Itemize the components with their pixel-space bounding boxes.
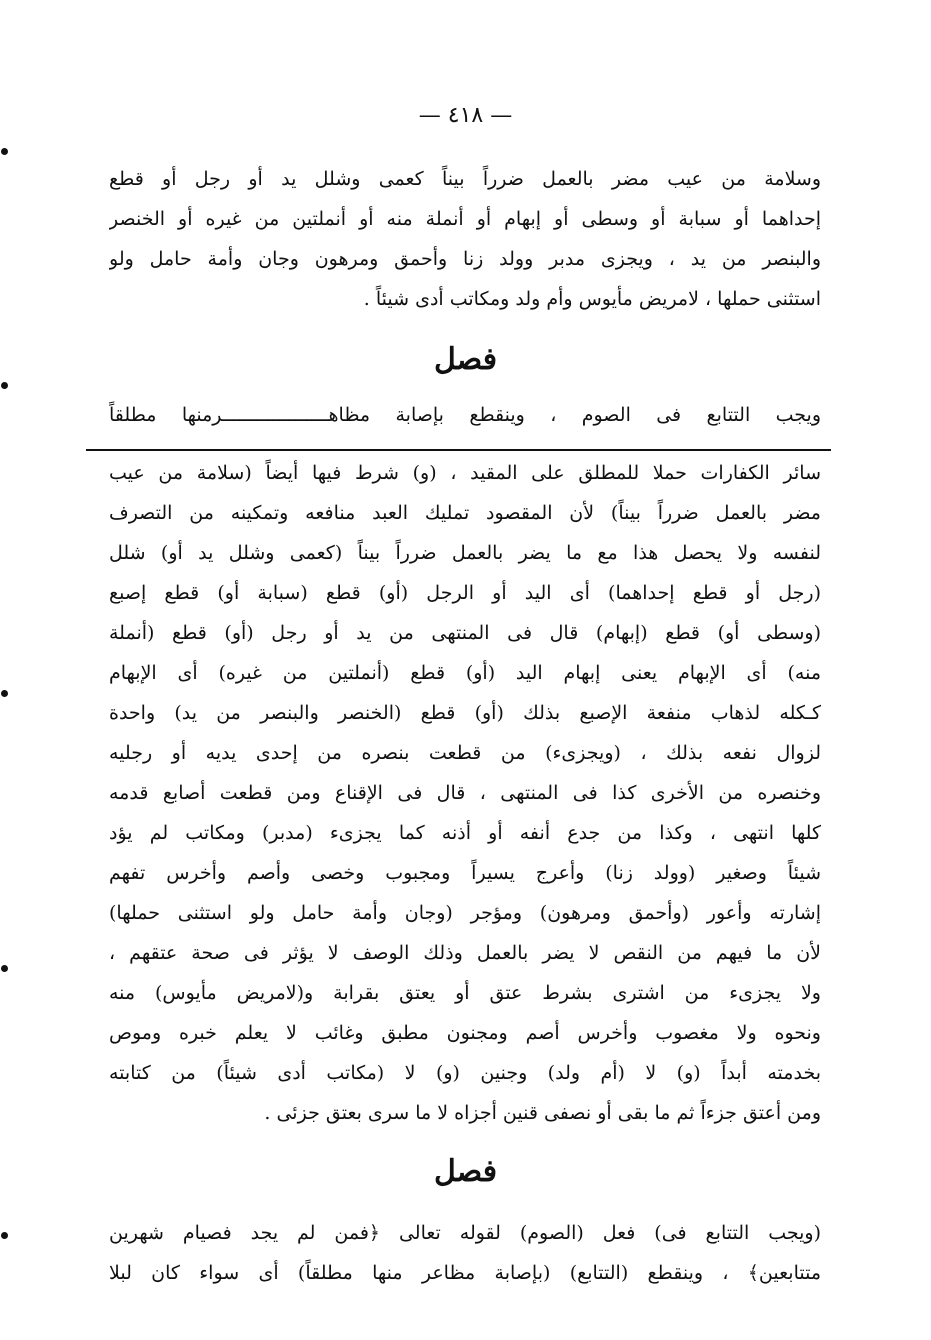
- divider-rule: [86, 449, 831, 451]
- section-heading-fasl: فصل: [433, 342, 498, 377]
- matn-line: استثنى حملها ، لامريض مأيوس وأم ولد ومكاتب أدى شيئاً .: [363, 288, 821, 310]
- matn-line: والبنصر من يد ، ويجزى مدبر وولد زنا وأحمق ومرهون وجان وأمة حامل ولو: [109, 248, 821, 270]
- sharh-line: لزوال نفعه بذلك ، (ويجزىء) من قطعت بنصره من إحدى يديه أو رجليه: [109, 742, 821, 764]
- sharh-line: ونحوه ولا مغصوب وأخرس أصم ومجنون مطبق وغائب لا يعلم خبره وموص: [109, 1022, 821, 1044]
- binding-hole-mark: [1, 382, 8, 389]
- sharh-line: منه) أى الإبهام يعنى إبهام اليد (أو) قطع (أنملتين من غيره) أى الإبهام: [109, 662, 821, 684]
- sharh-line: لنفسه ولا يحصل هذا مع ما يضر بالعمل ضرراً بيناً (كعمى وشلل يد أو) شلل: [109, 542, 821, 564]
- sharh-line: متتابعين﴾ ، وينقطع (التتابع) (بإصابة مظاعر منها مطلقاً) أى سواء كان لبلا: [109, 1262, 821, 1284]
- sharh-line: ومن أعتق جزءاً ثم ما بقى أو نصفى قنين أجزاه لا ما سرى بعتق جزئى .: [264, 1102, 821, 1124]
- sharh-line: ولا يجزىء من اشترى بشرط عتق أو يعتق بقرابة و(لامريض مأيوس) منه: [109, 982, 821, 1004]
- sharh-line: بخدمته أبداً (و) لا (أم ولد) وجنين (و) لا (مكاتب أدى شيئاً) من كتابته: [109, 1062, 821, 1084]
- sharh-line: (ويجب التتابع فى) فعل (الصوم) لقوله تعالى ﴿فمن لم يجد فصيام شهرين: [109, 1222, 821, 1244]
- binding-hole-mark: [1, 1232, 8, 1239]
- sharh-line: لأن ما فيهم من النقص لا يضر بالعمل وذلك الوصف لا يؤثر فى صحة عتقهم ،: [109, 942, 821, 964]
- matn-fasl-line: ويجب التتابع فى الصوم ، وينقطع بإصابة مظاهـــــــــــــــــــرمنها مطلقاً: [109, 404, 821, 426]
- section-heading-fasl: فصل: [433, 1154, 498, 1189]
- sharh-line: مضر بالعمل ضرراً بيناً) لأن المقصود تمليك العبد منافعه وتمكينه من التصرف: [109, 502, 821, 524]
- sharh-line: سائر الكفارات حملا للمطلق على المقيد ، (و) شرط فيها أيضاً (سلامة من عيب: [109, 462, 821, 484]
- sharh-line: (وسطى أو) قطع (إبهام) قال فى المنتهى من يد أو رجل (أو) قطع (أنملة: [109, 622, 821, 644]
- binding-hole-mark: [1, 148, 8, 155]
- sharh-line: وخنصره من الأخرى كذا فى المنتهى ، قال فى الإقناع ومن قطعت أصابع قدمه: [109, 782, 821, 804]
- sharh-line: (رجل أو قطع إحداهما) أى اليد أو الرجل (أو) قطع (سبابة أو) قطع إصبع: [109, 582, 821, 604]
- matn-line: وسلامة من عيب مضر بالعمل ضرراً بيناً كعمى وشلل يد أو رجل أو قطع: [109, 168, 821, 190]
- binding-hole-mark: [1, 965, 8, 972]
- sharh-line: كـكله لذهاب منفعة الإصبع بذلك (أو) قطع (الخنصر والبنصر من يد) واحدة: [109, 702, 821, 724]
- sharh-line: كلها انتهى ، وكذا من جدع أنفه أو أذنه كما يجزىء (مدبر) ومكاتب لم يؤد: [109, 822, 821, 844]
- sharh-line: شيئاً وصغير (وولد زنا) وأعرج يسيراً ومجبوب وخصى وأصم وأخرس تفهم: [109, 862, 821, 884]
- page-number: — ٤١٨ —: [418, 103, 513, 128]
- matn-line: إحداهما أو سبابة أو وسطى أو إبهام أو أنملة منه أو أنملتين من غيره أو الخنصر: [109, 208, 821, 230]
- sharh-line: إشارته وأعور (وأحمق ومرهون) ومؤجر (وجان وأمة حامل ولو استثنى حملها): [109, 902, 821, 924]
- binding-hole-mark: [1, 690, 8, 697]
